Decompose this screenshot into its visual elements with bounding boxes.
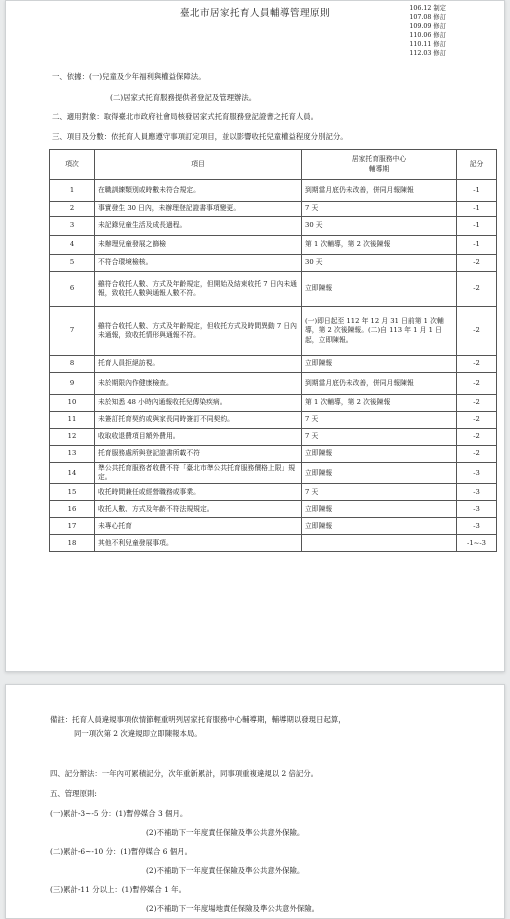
row-number: 18 bbox=[50, 535, 95, 552]
row-period: 立即陳報 bbox=[302, 463, 457, 484]
table-row bbox=[50, 202, 497, 217]
row-points: -2 bbox=[457, 272, 497, 307]
row-item: 托育人員拒絕訪視。 bbox=[95, 356, 302, 373]
row-points: -1 bbox=[457, 202, 497, 217]
row-period: 立即陳報 bbox=[302, 446, 457, 463]
table-row bbox=[50, 484, 497, 501]
table-row bbox=[50, 255, 497, 272]
row-period: 第 1 次輔導，第 2 次後陳報 bbox=[302, 236, 457, 255]
section-basis-line2: (二)居家式托育服務提供者登記及管理辦法。 bbox=[110, 93, 257, 102]
row-points: -3 bbox=[457, 463, 497, 484]
row-item: 雖符合收托人數、方式及年齡規定，但收托方式及時間異動 7 日內未通報，致收托情形與通報不符。 bbox=[95, 307, 302, 356]
row-period: 7 天 bbox=[302, 412, 457, 429]
row-period: 立即陳報 bbox=[302, 518, 457, 535]
row-period: 第 1 次輔導，第 2 次後陳報 bbox=[302, 395, 457, 412]
principles-title: 五、管理原則: bbox=[50, 789, 97, 798]
rules-table bbox=[49, 149, 497, 552]
row-item: 收托時間兼任或經營職務或事業。 bbox=[95, 484, 302, 501]
row-period: 立即陳報 bbox=[302, 272, 457, 307]
scoring-rule: 四、記分辦法：一年內可累積記分，次年重新累計，同事項重複違規以 2 倍記分。 bbox=[50, 769, 319, 778]
document-page-1 bbox=[5, 0, 505, 672]
table-row bbox=[50, 429, 497, 446]
table-row bbox=[50, 395, 497, 412]
header-points: 記分 bbox=[457, 150, 497, 180]
tier1-line1: (一)累計-3~-5 分：(1)暫停媒合 3 個月。 bbox=[50, 809, 188, 818]
row-item: 未於知悉 48 小時內通報收托兒傳染疾病。 bbox=[95, 395, 302, 412]
row-number: 16 bbox=[50, 501, 95, 518]
table-row bbox=[50, 180, 497, 202]
tier1-line2: (2)不補助下一年度責任保險及準公共意外保險。 bbox=[146, 828, 305, 837]
row-points: -2 bbox=[457, 255, 497, 272]
header-period-line1: 居家托育服務中心 bbox=[351, 155, 407, 164]
row-number: 13 bbox=[50, 446, 95, 463]
row-item: 事實發生 30 日內，未辦理登記證書事項變更。 bbox=[95, 202, 302, 217]
section-basis-line1: 一、依據：(一)兒童及少年福利與權益保障法。 bbox=[52, 72, 206, 81]
row-item: 雖符合收托人數、方式及年齡規定，但開始及結束收托 7 日內未通報，致收托人數與通報人數不符。 bbox=[95, 272, 302, 307]
row-number: 15 bbox=[50, 484, 95, 501]
header-period bbox=[302, 150, 457, 180]
table-row bbox=[50, 463, 497, 484]
row-points: -2 bbox=[457, 429, 497, 446]
revision-history bbox=[409, 4, 446, 58]
row-number: 2 bbox=[50, 202, 95, 217]
row-period: 立即陳報 bbox=[302, 501, 457, 518]
row-period: 7 天 bbox=[302, 202, 457, 217]
note-line1: 備註：托育人員違規事項依情節輕重明列居家托育服務中心輔導期，輔導期以發現日起算， bbox=[50, 715, 346, 724]
row-number: 12 bbox=[50, 429, 95, 446]
row-points: -2 bbox=[457, 395, 497, 412]
section-items: 三、項目及分數：依托育人員應遵守事項訂定項目，並以影響收托兒童權益程度分別記分。 bbox=[52, 132, 348, 141]
table-row bbox=[50, 446, 497, 463]
table-row bbox=[50, 518, 497, 535]
note-line2: 同一項次第 2 次違規即立即陳報本局。 bbox=[74, 729, 202, 738]
row-period: 7 天 bbox=[302, 484, 457, 501]
row-points: -1~-3 bbox=[457, 535, 497, 552]
row-item: 托育服務處所與登記證書所載不符 bbox=[95, 446, 302, 463]
row-points: -2 bbox=[457, 356, 497, 373]
row-number: 14 bbox=[50, 463, 95, 484]
row-points: -1 bbox=[457, 180, 497, 202]
row-number: 4 bbox=[50, 236, 95, 255]
row-points: -3 bbox=[457, 501, 497, 518]
row-number: 6 bbox=[50, 272, 95, 307]
table-row bbox=[50, 272, 497, 307]
row-item: 在職訓練類別或時數未符合規定。 bbox=[95, 180, 302, 202]
row-period: 到期當月底仍未改善，併同月報陳報 bbox=[302, 373, 457, 395]
row-points: -3 bbox=[457, 484, 497, 501]
row-item: 未於期限內作健康檢查。 bbox=[95, 373, 302, 395]
document-title: 臺北市居家托育人員輔導管理原則 bbox=[179, 8, 330, 19]
row-number: 9 bbox=[50, 373, 95, 395]
tier2-line2: (2)不補助下一年度責任保險及準公共意外保險。 bbox=[146, 866, 305, 875]
row-period: 立即陳報 bbox=[302, 356, 457, 373]
row-period bbox=[302, 535, 457, 552]
row-item: 收托人數、方式及年齡不符法規規定。 bbox=[95, 501, 302, 518]
header-period-line2: 輔導期 bbox=[368, 164, 390, 173]
row-number: 3 bbox=[50, 217, 95, 236]
header-no: 項次 bbox=[50, 150, 95, 180]
row-item: 不符合環境檢核。 bbox=[95, 255, 302, 272]
document-page-2 bbox=[5, 684, 505, 919]
table-row bbox=[50, 412, 497, 429]
row-number: 17 bbox=[50, 518, 95, 535]
row-points: -1 bbox=[457, 217, 497, 236]
revision-entry: 106.12 制定 bbox=[409, 5, 446, 12]
row-item: 未專心托育 bbox=[95, 518, 302, 535]
table-row bbox=[50, 307, 497, 356]
row-number: 10 bbox=[50, 395, 95, 412]
table-header-row bbox=[50, 150, 497, 180]
row-number: 7 bbox=[50, 307, 95, 356]
tier3-line2: (2)不補助下一年度場地責任保險及準公共意外保險。 bbox=[146, 904, 320, 913]
revision-entry: 107.08 修訂 bbox=[409, 14, 446, 21]
rules-table-body bbox=[50, 180, 497, 552]
row-period: 到期當月底仍未改善，併同月報陳報 bbox=[302, 180, 457, 202]
revision-entry: 112.03 修訂 bbox=[409, 50, 446, 57]
tier2-line1: (二)累計-6~-10 分：(1)暫停媒合 6 個月。 bbox=[50, 847, 192, 856]
table-row bbox=[50, 356, 497, 373]
row-points: -3 bbox=[457, 518, 497, 535]
revision-entry: 109.09 修訂 bbox=[409, 23, 446, 30]
row-item: 未記錄兒童生活及成長過程。 bbox=[95, 217, 302, 236]
tier3-line1: (三)累計-11 分以上：(1)暫停媒合 1 年。 bbox=[50, 885, 186, 894]
row-points: -2 bbox=[457, 307, 497, 356]
table-row bbox=[50, 535, 497, 552]
row-period: (一)即日起至 112 年 12 月 31 日前第 1 次輔導，第 2 次後陳報。(二)自 113 年 1 月 1 日起，立即陳報。 bbox=[302, 307, 457, 356]
row-period: 30 天 bbox=[302, 217, 457, 236]
row-points: -2 bbox=[457, 373, 497, 395]
row-points: -2 bbox=[457, 446, 497, 463]
table-row bbox=[50, 236, 497, 255]
row-period: 7 天 bbox=[302, 429, 457, 446]
revision-entry: 110.11 修訂 bbox=[409, 41, 446, 48]
row-points: -2 bbox=[457, 412, 497, 429]
row-item: 其他不利兒童發展事項。 bbox=[95, 535, 302, 552]
row-number: 1 bbox=[50, 180, 95, 202]
table-row bbox=[50, 501, 497, 518]
row-item: 收取收退費項目額外費用。 bbox=[95, 429, 302, 446]
row-number: 5 bbox=[50, 255, 95, 272]
table-row bbox=[50, 217, 497, 236]
row-item: 準公共托育服務者收費不符「臺北市準公共托育服務價格上限」規定。 bbox=[95, 463, 302, 484]
revision-entry: 110.06 修訂 bbox=[409, 32, 446, 39]
row-number: 11 bbox=[50, 412, 95, 429]
table-row bbox=[50, 373, 497, 395]
section-scope: 二、適用對象：取得臺北市政府社會局核發居家式托育服務登記證書之托育人員。 bbox=[52, 112, 319, 121]
row-item: 未辦理兒童發展之篩檢 bbox=[95, 236, 302, 255]
header-item: 項目 bbox=[95, 150, 302, 180]
row-number: 8 bbox=[50, 356, 95, 373]
row-item: 未簽訂托育契約或與家長同時簽訂不同契約。 bbox=[95, 412, 302, 429]
row-points: -1 bbox=[457, 236, 497, 255]
row-period: 30 天 bbox=[302, 255, 457, 272]
